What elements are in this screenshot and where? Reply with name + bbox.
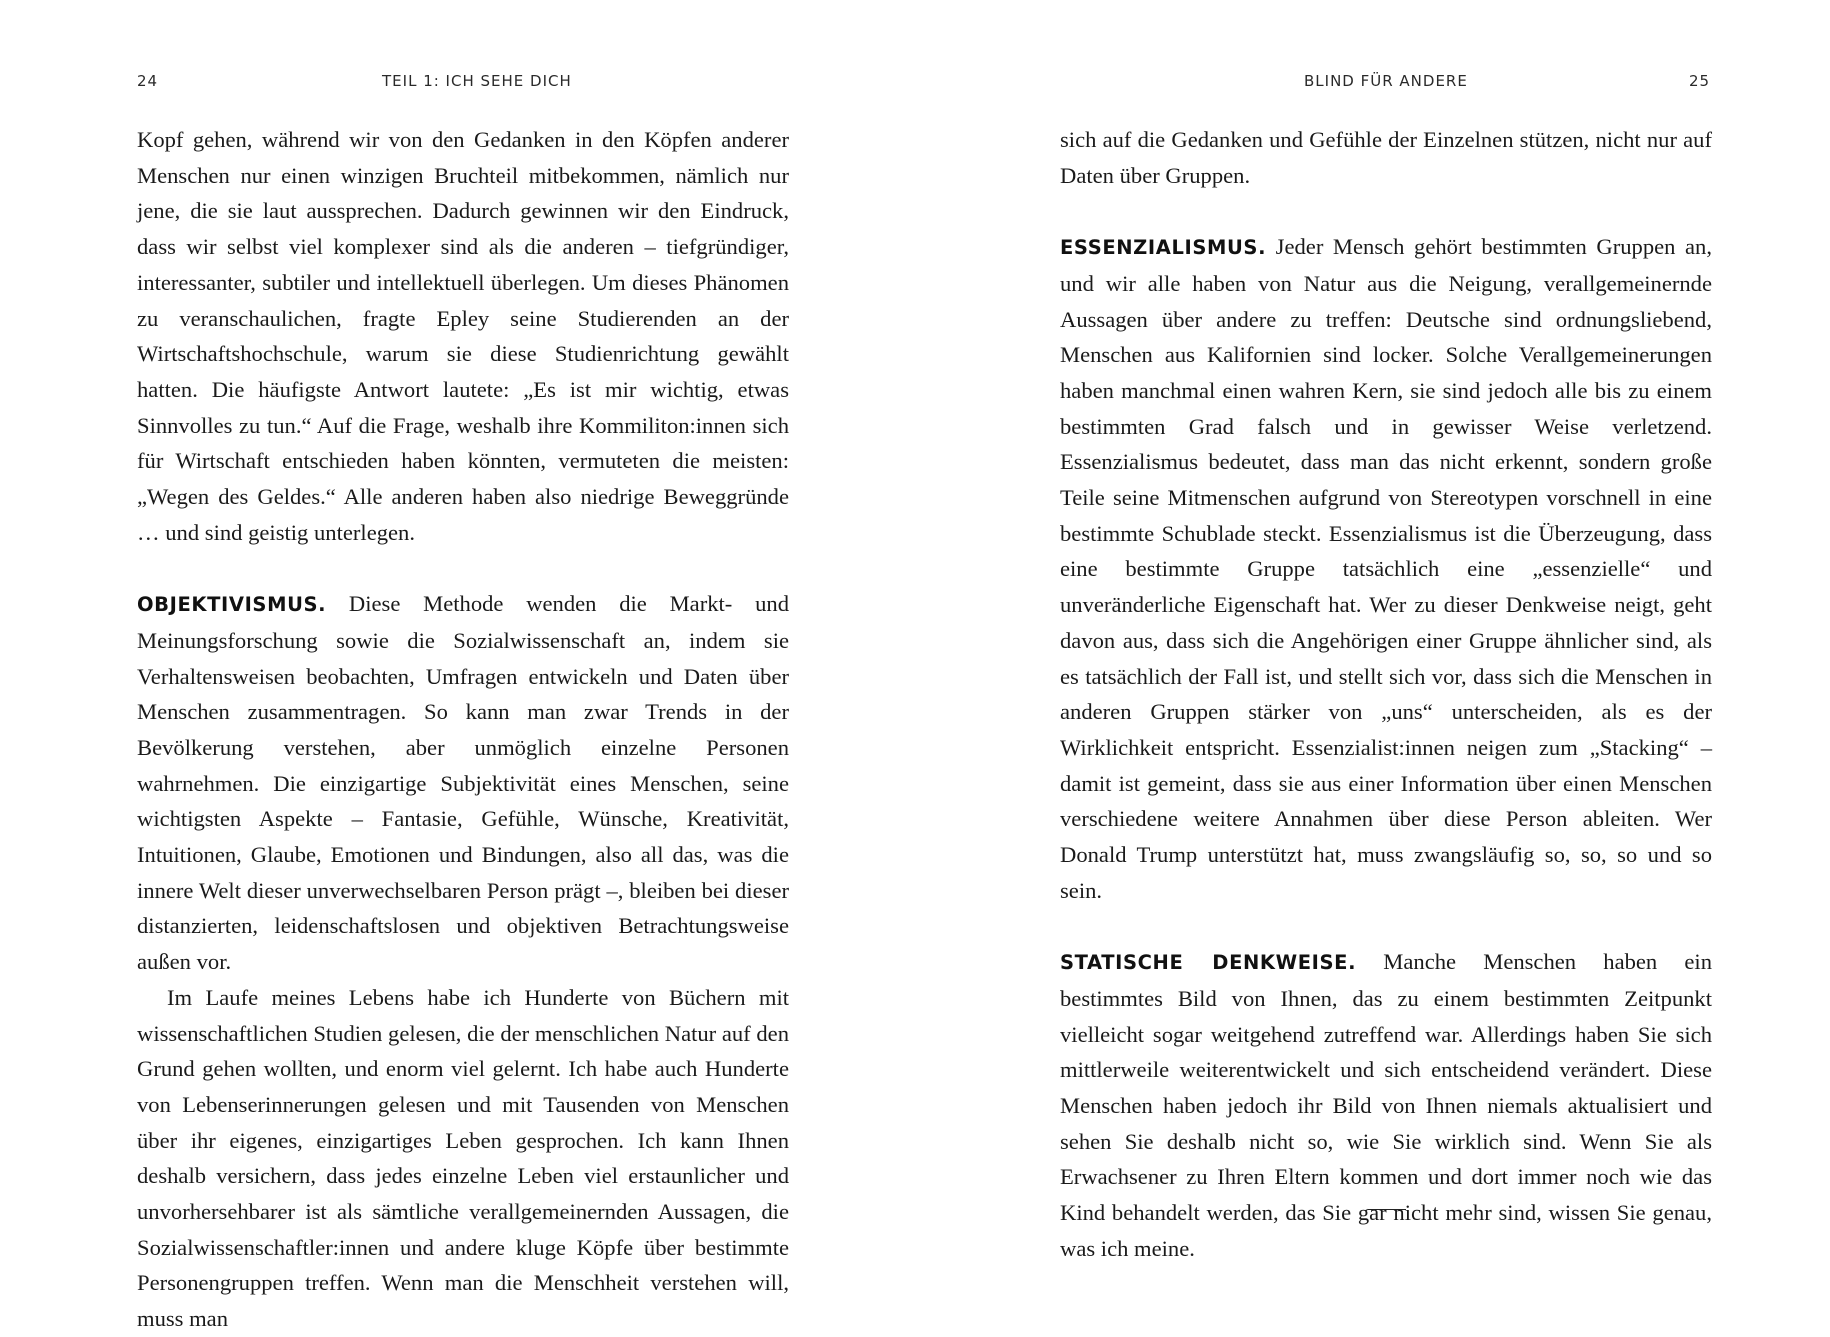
section-term: OBJEKTIVISMUS. bbox=[137, 593, 327, 617]
body-text bbox=[137, 122, 789, 1337]
section-end-rule bbox=[1368, 1209, 1406, 1210]
paragraph-text: Kopf gehen, während wir von den Gedanken in den Köpfen anderer Menschen nur einen winzigen Bruchteil mitbekommen, nämlich nur jene, die sie laut aussprechen. Dadurch gewinnen wir den Eindruck, dass wir selbst viel komplexer sind als die anderen – tiefgründiger, interessanter, subtiler und intellektuell überlegen. Um dieses Phänomen zu veranschaulichen, fragte Epley seine Studierenden an der Wirtschaftshochschule, warum sie diese Studienrichtung gewählt hatten. Die häufigste Antwort lautete: „Es ist mir wichtig, etwas Sinnvolles zu tun.“ Auf die Frage, weshalb ihre Kommiliton:innen sich für Wirtschaft entschieden haben könnten, vermuteten die meisten: „Wegen des Geldes.“ Alle anderen haben also niedrige Beweggründe … und sind geistig unterlegen. bbox=[137, 127, 789, 545]
paragraph bbox=[1060, 122, 1712, 193]
body-text bbox=[1060, 122, 1712, 1266]
paragraph bbox=[137, 122, 789, 550]
section-term: STATISCHE DENKWEISE. bbox=[1060, 951, 1357, 975]
paragraph-text: Im Laufe meines Lebens habe ich Hunderte von Büchern mit wissenschaftlichen Studien gelesen, die der menschlichen Natur auf den Grund gehen wollten, und enorm viel gelernt. Ich habe auch Hunderte von Lebenserinnerungen gelesen und mit Tausenden von Menschen über ihr eigenes, einzigartiges Leben gesprochen. Ich kann Ihnen deshalb versichern, dass jedes einzelne Leben viel erstaunlicher und unvorhersehbarer ist als sämtliche verallgemeinernden Aussagen, die Sozialwissenschaftler:innen und andere kluge Köpfe über bestimmte Personengruppen treffen. Wenn man die Menschheit verstehen will, muss man bbox=[137, 984, 789, 1332]
paragraph-text: Jeder Mensch gehört bestimmten Gruppen an, und wir alle haben von Natur aus die Neigung, verallgemeinernde Aussagen über andere zu treffen: Deutsche sind ordnungsliebend, Menschen aus Kalifornien sind locker. Solche Verallgemeinerungen haben manchmal einen wahren Kern, sie sind jedoch alle bis zu einem bestimmten Grad falsch und in gewisser Weise verletzend. Essenzialismus bedeutet, dass man das nicht erkennt, sondern große Teile seine Mitmenschen aufgrund von Stereotypen vorschnell in eine bestimmte Schublade steckt. Essenzialismus ist die Überzeugung, dass eine bestimmte Gruppe tatsächlich eine „essenzielle“ und unveränderliche Eigenschaft hat. Wer zu dieser Denkweise neigt, geht davon aus, dass sich die Angehörigen einer Gruppe ähnlicher sind, als es tatsächlich der Fall ist, und stellt sich vor, dass sich die Menschen in anderen Gruppen stärker von „uns“ unterscheiden, als es der Wirklichkeit entspricht. Essenzialist:innen neigen zum „Stacking“ – damit ist gemeint, dass sie aus einer Information über einen Menschen verschiedene weitere Annahmen über diese Person ableiten. Wer Donald Trump unterstützt hat, muss zwangsläufig so, so, so und so sein. bbox=[1060, 234, 1712, 903]
page-number: 25 bbox=[1689, 72, 1711, 90]
paragraph bbox=[137, 586, 789, 980]
running-head: TEIL 1: ICH SEHE DICH bbox=[382, 72, 572, 90]
section-term: ESSENZIALISMUS. bbox=[1060, 236, 1267, 260]
paragraph bbox=[1060, 229, 1712, 908]
paragraph-text: Diese Methode wenden die Markt- und Meinungsforschung sowie die Sozialwissenschaft an, indem sie Verhaltensweisen beobachten, Umfragen entwickeln und Daten über Menschen zusammentragen. So kann man zwar Trends in der Bevölkerung verstehen, aber unmöglich einzelne Personen wahrnehmen. Die einzigartige Subjektivität eines Menschen, seine wichtigsten Aspekte – Fantasie, Gefühle, Wünsche, Kreativität, Intuitionen, Glaube, Emotionen und Bindungen, also all das, was die innere Welt dieser unverwechselbaren Person prägt –, bleiben bei dieser distanzierten, leidenschaftslosen und objektiven Betrachtungsweise außen vor. bbox=[137, 591, 789, 975]
paragraph bbox=[1060, 944, 1712, 1266]
paragraph-text: sich auf die Gedanken und Gefühle der Einzelnen stützen, nicht nur auf Daten über Gruppen. bbox=[1060, 127, 1712, 188]
left-page bbox=[0, 0, 915, 1332]
right-page bbox=[915, 0, 1830, 1328]
paragraph-text: Manche Menschen haben ein bestimmtes Bild von Ihnen, das zu einem bestimmten Zeitpunkt vielleicht sogar weitgehend zutreffend war. Allerdings haben Sie sich mittlerweile weiterentwickelt und sich entscheidend verändert. Diese Menschen haben jedoch ihr Bild von Ihnen niemals aktualisiert und sehen Sie deshalb nicht so, wie Sie wirklich sind. Wenn Sie als Erwachsener zu Ihren Eltern kommen und dort immer noch wie das Kind behandelt werden, das Sie gar nicht mehr sind, wissen Sie genau, was ich meine. bbox=[1060, 949, 1712, 1261]
page-number: 24 bbox=[137, 72, 159, 90]
running-head: BLIND FÜR ANDERE bbox=[1304, 72, 1468, 90]
paragraph bbox=[137, 980, 789, 1337]
